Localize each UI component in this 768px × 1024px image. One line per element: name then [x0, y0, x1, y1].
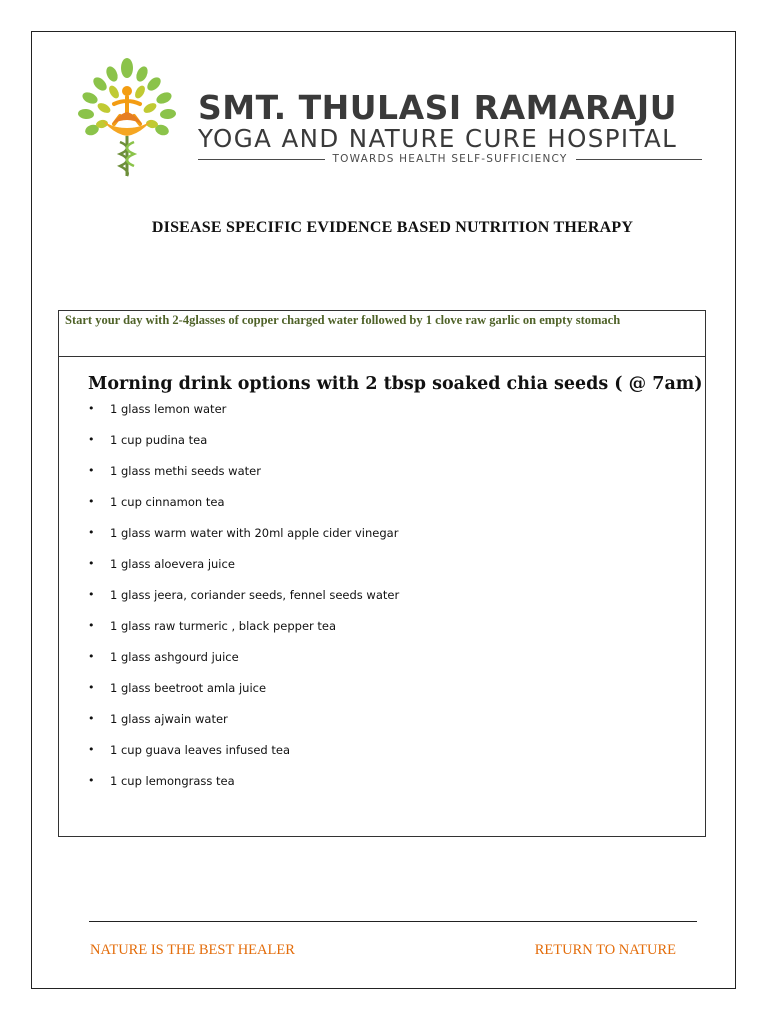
bullet-icon: • [88, 774, 95, 787]
list-item-text: 1 glass ashgourd juice [110, 650, 239, 664]
list-item [88, 711, 399, 742]
bullet-icon: • [88, 464, 95, 477]
footer-right-text: RETURN TO NATURE [534, 942, 676, 958]
tagline-rule-left [198, 159, 325, 160]
list-item [88, 556, 399, 587]
list-item-text: 1 glass warm water with 20ml apple cider vinegar [110, 526, 399, 540]
list-item-text: 1 glass beetroot amla juice [110, 681, 267, 695]
bullet-icon: • [88, 495, 95, 508]
bullet-icon: • [88, 557, 95, 570]
bullet-icon: • [88, 402, 95, 415]
bullet-icon: • [88, 619, 95, 632]
list-item [88, 494, 399, 525]
list-item-text: 1 glass methi seeds water [110, 464, 261, 478]
list-item [88, 742, 399, 773]
tree-yoga-logo-icon [62, 54, 192, 184]
list-item [88, 525, 399, 556]
list-item-text: 1 glass raw turmeric , black pepper tea [110, 619, 337, 633]
list-item-text: 1 cup cinnamon tea [110, 495, 225, 509]
list-item [88, 680, 399, 711]
morning-drinks-heading: Morning drink options with 2 tbsp soaked chia seeds ( @ 7am) [88, 374, 703, 394]
list-item [88, 618, 399, 649]
list-item-text: 1 glass aloevera juice [110, 557, 235, 571]
tagline-rule-right [576, 159, 703, 160]
list-item-text: 1 glass ajwain water [110, 712, 228, 726]
bullet-icon: • [88, 526, 95, 539]
bullet-icon: • [88, 650, 95, 663]
list-item-text: 1 cup lemongrass tea [110, 774, 235, 788]
list-item-text: 1 cup guava leaves infused tea [110, 743, 291, 757]
list-item [88, 587, 399, 618]
bullet-icon: • [88, 588, 95, 601]
list-item-text: 1 glass jeera, coriander seeds, fennel seeds water [110, 588, 400, 602]
morning-drinks-box [58, 356, 706, 837]
footer-left-text: NATURE IS THE BEST HEALER [90, 942, 295, 958]
bullet-icon: • [88, 743, 95, 756]
list-item [88, 463, 399, 494]
bullet-icon: • [88, 712, 95, 725]
list-item-text: 1 cup pudina tea [110, 433, 208, 447]
tagline: TOWARDS HEALTH SELF-SUFFICIENCY [332, 153, 568, 165]
list-item [88, 432, 399, 463]
footer-divider [89, 921, 697, 922]
morning-drinks-list [88, 401, 399, 804]
list-item-text: 1 glass lemon water [110, 402, 227, 416]
bullet-icon: • [88, 433, 95, 446]
hospital-name: SMT. THULASI RAMARAJU [198, 88, 678, 127]
document-page [31, 31, 736, 989]
list-item [88, 401, 399, 432]
document-heading: DISEASE SPECIFIC EVIDENCE BASED NUTRITION THERAPY [151, 219, 634, 236]
list-item [88, 773, 399, 804]
hospital-subtitle: YOGA AND NATURE CURE HOSPITAL [198, 124, 678, 153]
bullet-icon: • [88, 681, 95, 694]
note-text: Start your day with 2-4glasses of copper charged water followed by 1 clove raw garlic on empty stomach [65, 313, 621, 327]
tagline-row [198, 152, 702, 166]
list-item [88, 649, 399, 680]
hospital-logo [62, 54, 192, 184]
note-box [58, 310, 706, 357]
